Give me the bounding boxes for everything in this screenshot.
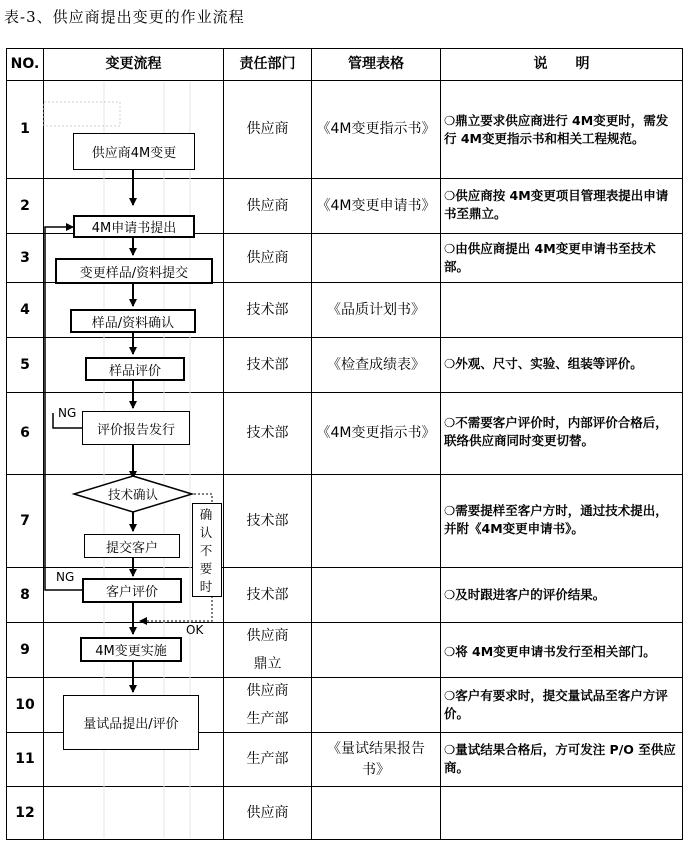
flow-step-supplier-4m-change: 供应商4M变更 [73,133,195,170]
desc-cell: ❍量试结果合格后，方可发注 P/O 至供应商。 [444,742,676,776]
row-number: 5 [20,356,30,373]
desc-cell: ❍将 4M变更申请书发行至相关部门。 [444,644,656,659]
dept-line: 鼎立 [253,656,282,672]
header-dept: 责任部门 [239,56,296,72]
header-no: NO. [10,56,40,72]
row-number: 6 [20,425,30,441]
ok-label: OK [186,623,204,637]
row-number: 10 [15,696,35,713]
header-sheet: 管理表格 [348,56,404,72]
dept-line: 供应商 [246,628,289,644]
row-number: 8 [20,586,30,603]
sheet-cell: 《4M变更申请书》 [316,197,436,214]
flow-step-apply-form: 4M申请书提出 [73,215,195,238]
row-number: 4 [20,301,30,318]
desc-cell: ❍不需要客户评价时，内部评价合格后，联络供应商同时变更切替。 [444,415,668,449]
ng-label: NG [58,406,77,420]
flow-step-implement-change: 4M变更实施 [80,637,182,662]
dept-cell: 技术部 [246,586,289,603]
side-note-box [192,503,222,597]
dept-cell: 技术部 [246,356,289,373]
side-note-char: 确 [199,507,213,522]
side-note-char: 认 [199,525,213,540]
side-note-char: 不 [199,543,213,558]
flow-step-confirm-sample: 样品/资料确认 [70,309,196,333]
dept-line: 供应商 [246,683,289,699]
header-desc: 说 明 [533,56,590,72]
sheet-cell: 《4M变更指示书》 [316,425,436,441]
dept-cell: 供应商 [246,121,289,137]
desc-cell: ❍客户有要求时，提交量试品至客户方评价。 [444,688,668,722]
dept-cell [224,678,311,732]
row-number: 3 [20,249,30,266]
flow-step-issue-report: 评价报告发行 [82,411,190,445]
flow-step-sample-evaluation: 样品评价 [85,357,185,381]
flow-step-customer-evaluation: 客户评价 [82,578,182,603]
row-number: 7 [20,512,30,529]
dept-line: 生产部 [246,711,289,727]
dashed-start-frame [44,102,120,126]
desc-cell: ❍由供应商提出 4M变更申请书至技术部。 [444,241,656,275]
side-note-char: 要 [199,561,213,576]
desc-cell: ❍需要提样至客户方时，通过技术提出，并附《4M变更申请书》。 [444,503,668,537]
desc-cell: ❍及时跟进客户的评价结果。 [444,587,606,602]
sheet-cell: 《检查成绩表》 [327,356,425,373]
ng-label: NG [56,570,75,584]
flow-step-tech-confirm: 技术确认 [107,487,158,502]
row-number: 1 [20,121,30,137]
row-number: 2 [20,197,30,214]
row-number: 11 [15,751,35,767]
dept-cell: 技术部 [246,301,289,318]
table-caption: 表-3、供应商提出变更的作业流程 [4,8,245,26]
dept-cell: 生产部 [246,751,289,767]
sheet-cell: 《品质计划书》 [327,301,425,318]
flow-step-submit-customer: 提交客户 [84,534,180,558]
dept-cell: 技术部 [246,425,289,441]
dept-cell: 供应商 [246,249,289,266]
dept-cell [224,623,311,677]
desc-cell: ❍供应商按 4M变更项目管理表提出申请书至鼎立。 [444,188,669,222]
desc-cell: ❍鼎立要求供应商进行 4M变更时，需发行 4M变更指示书和相关工程规范。 [444,113,669,147]
sheet-cell: 《4M变更指示书》 [316,121,436,137]
dept-cell: 技术部 [246,512,289,529]
side-note-char: 时 [199,579,213,594]
row-number: 12 [15,804,35,821]
flow-step-submit-sample: 变更样品/资料提交 [55,258,213,284]
row-number: 9 [20,641,30,658]
flow-step-trial-product: 量试品提出/评价 [63,695,199,750]
desc-cell: ❍外观、尺寸、实验、组装等评价。 [444,356,643,371]
header-flow: 变更流程 [105,56,162,72]
sheet-cell: 《量试结果报告书》 [327,740,425,778]
dept-cell: 供应商 [246,804,289,821]
dept-cell: 供应商 [246,197,289,214]
